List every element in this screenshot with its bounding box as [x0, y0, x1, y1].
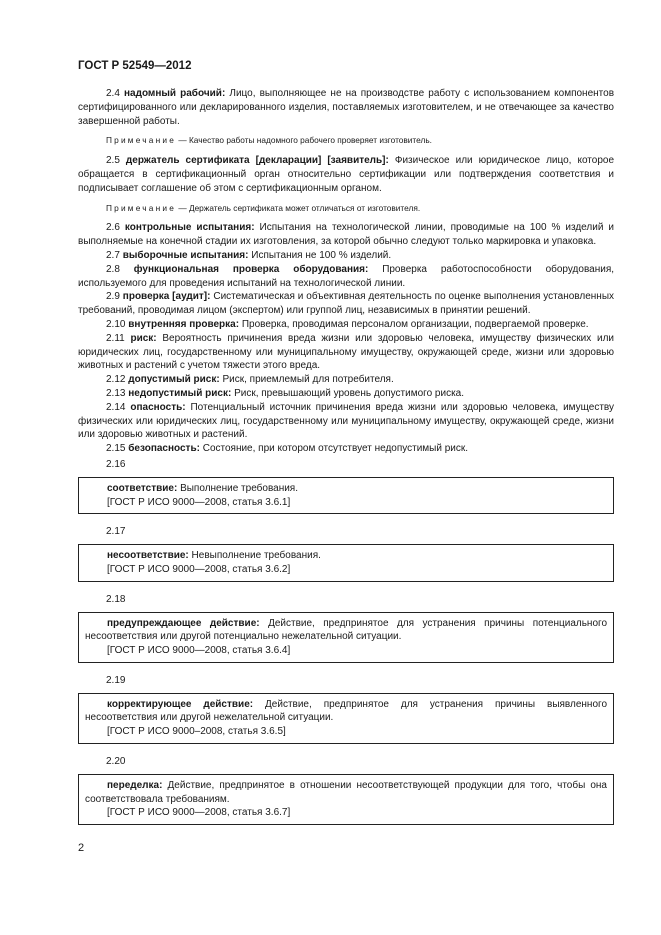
term-entry: 2.11 риск: Вероятность причинения вреда жизни или здоровью человека, имуществу физических или юридических лиц, государственному или муниципальному имуществу, окружающей среде, жизни или здоровью животных и растений с учетом тяжести этого вреда.: [78, 332, 615, 372]
term-entry: 2.5 держатель сертификата [декларации] [заявитель]: Физическое или юридическое лицо, которое обращается в сертификационный орган относительно сертификации или подтверждения соответствия и подписывает соглашение об этом с сертификационным органом.: [78, 155, 615, 194]
boxed-term-reference: [ГОСТ Р ИСО 9000—2008, статья 3.6.4]: [107, 645, 291, 657]
clause-number: 2.20: [106, 756, 126, 768]
clause-number: 2.18: [106, 593, 126, 605]
boxed-term-text: переделка: Действие, предпринятое в отношении несоответствующей продукции для того, чтобы она соответствовала требованиям.: [85, 779, 607, 805]
term-entry: 2.14 опасность: Потенциальный источник причинения вреда жизни или здоровью человека, имуществу физических или юридических лиц, государственному или муниципальному имуществу, окружающей среде, жизни или здоровью животных и растений.: [78, 401, 614, 441]
term-entry: 2.13 недопустимый риск: Риск, превышающий уровень допустимого риска.: [106, 387, 464, 399]
clause-number: 2.16: [106, 458, 126, 470]
term-entry: 2.8 функциональная проверка оборудования: Проверка работоспособности оборудования, используемого для проведения испытаний на технологической линии.: [78, 263, 615, 289]
note: Примечание — Держатель сертификата может отличаться от изготовителя.: [106, 202, 421, 213]
term-entry: 2.15 безопасность: Состояние, при котором отсутствует недопустимый риск.: [106, 443, 469, 455]
term-entry: 2.7 выборочные испытания: Испытания не 100 % изделий.: [106, 249, 392, 261]
boxed-term-reference: [ГОСТ Р ИСО 9000—2008, статья 3.6.1]: [107, 496, 291, 508]
boxed-term: [78, 544, 614, 582]
term-entry: 2.6 контрольные испытания: Испытания на технологической линии, проводимые на 100 % изделий и выполняемые на конечной стадии их изготовления, за которой обычно следуют только маркировка и упаковка.: [78, 222, 614, 248]
boxed-term: [78, 612, 614, 663]
boxed-term-text: несоответствие: Невыполнение требования.: [107, 550, 321, 562]
page-number: 2: [78, 842, 85, 854]
boxed-term-reference: [ГОСТ Р ИСО 9000—2008, статья 3.6.2]: [107, 563, 291, 575]
note: Примечание — Качество работы надомного рабочего проверяет изготовитель.: [106, 135, 432, 146]
term-entry: 2.12 допустимый риск: Риск, приемлемый для потребителя.: [106, 374, 394, 386]
boxed-term-text: корректирующее действие: Действие, предпринятое для устранения причины выявленного несоответствия или другой нежелательной ситуации.: [85, 698, 608, 724]
document-id-header: ГОСТ Р 52549—2012: [78, 60, 192, 72]
boxed-term-text: соответствие: Выполнение требования.: [107, 482, 299, 494]
boxed-term: [78, 693, 614, 744]
term-entry: 2.9 проверка [аудит]: Систематическая и объективная деятельность по оценке выполнения установленных требований, проводимая лицом (экспертом) или группой лиц, независимых в принятии решений.: [78, 291, 615, 317]
boxed-term-reference: [ГОСТ Р ИСО 9000–2008, статья 3.6.5]: [107, 726, 286, 738]
clause-number: 2.17: [106, 526, 126, 538]
boxed-term: [78, 774, 614, 825]
boxed-term: [78, 477, 614, 515]
document-body: [78, 87, 614, 836]
term-entry: 2.4 надомный рабочий: Лицо, выполняющее не на производстве работу с использованием компонентов сертифицированного или декларированного изделия, поставляемых изготовителем, и не отвечающее за качество завершенной работы.: [78, 88, 615, 127]
clause-number: 2.19: [106, 674, 126, 686]
term-entry: 2.10 внутренняя проверка: Проверка, проводимая персоналом организации, подвергаемой проверке.: [106, 318, 589, 330]
boxed-term-reference: [ГОСТ Р ИСО 9000—2008, статья 3.6.7]: [107, 807, 291, 819]
boxed-term-text: предупреждающее действие: Действие, предпринятое для устранения причины потенциального несоответствия или другой потенциально нежелательной ситуации.: [85, 617, 608, 643]
